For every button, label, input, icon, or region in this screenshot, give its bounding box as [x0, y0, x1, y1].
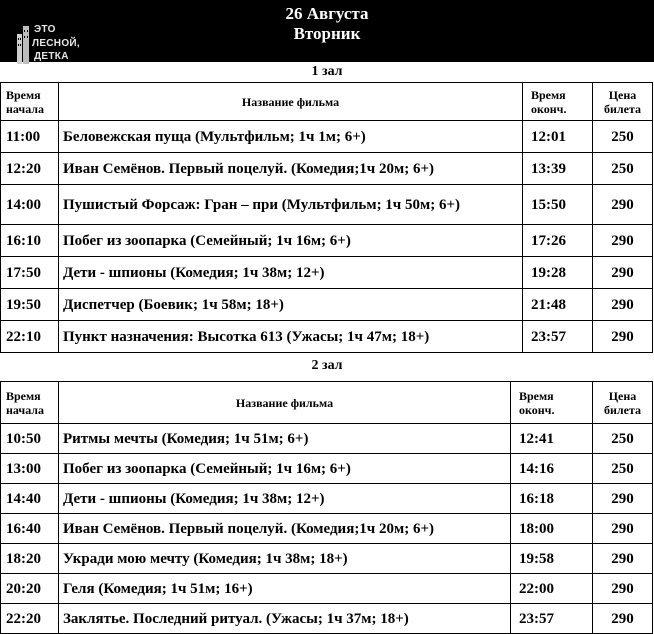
table-row [1, 454, 653, 484]
cinema-logo [16, 22, 80, 64]
table-row [1, 225, 653, 257]
hall-1-header-row [1, 83, 653, 121]
session-end: 19:58 [511, 544, 593, 574]
session-start: 14:40 [1, 484, 59, 514]
session-title: Диспетчер (Боевик; 1ч 58м; 18+) [59, 289, 523, 321]
table-row [1, 321, 653, 353]
session-price: 250 [593, 153, 653, 185]
table-row [1, 484, 653, 514]
schedule-weekday: Вторник [293, 24, 361, 43]
session-end: 13:39 [523, 153, 593, 185]
session-price: 250 [593, 454, 653, 484]
col-price-header: Цена билета [593, 83, 653, 121]
session-end: 19:28 [523, 257, 593, 289]
col-end-header: Время оконч. [523, 83, 593, 121]
table-row [1, 424, 653, 454]
table-row [1, 544, 653, 574]
session-start: 22:10 [1, 321, 59, 353]
session-price: 290 [593, 257, 653, 289]
session-price: 250 [593, 121, 653, 153]
hall-2-title: 2 зал [311, 358, 343, 373]
session-end: 23:57 [511, 604, 593, 634]
col-start-header: Время начала [1, 382, 59, 424]
session-title: Ритмы мечты (Комедия; 1ч 51м; 6+) [59, 424, 511, 454]
session-end: 21:48 [523, 289, 593, 321]
hall-2-table [0, 381, 653, 634]
hall-2-header-row [1, 382, 653, 424]
col-price-header: Цена билета [593, 382, 653, 424]
hall-1-table [0, 82, 653, 353]
session-price: 250 [593, 424, 653, 454]
session-end: 23:57 [523, 321, 593, 353]
session-title: Пункт назначения: Высотка 613 (Ужасы; 1ч 47м; 18+) [59, 321, 523, 353]
session-price: 290 [593, 321, 653, 353]
col-title-header: Название фильма [59, 83, 523, 121]
logo-text-3: ДЕТКА [34, 51, 69, 62]
session-price: 290 [593, 544, 653, 574]
session-end: 22:00 [511, 574, 593, 604]
logo-text-2: ЛЕСНОЙ, [32, 38, 80, 49]
table-row [1, 121, 653, 153]
session-start: 22:20 [1, 604, 59, 634]
hall-1-title: 1 зал [311, 64, 343, 79]
table-row [1, 185, 653, 225]
table-row [1, 604, 653, 634]
session-title: Побег из зоопарка (Семейный; 1ч 16м; 6+) [59, 454, 511, 484]
session-title: Беловежская пуща (Мультфильм; 1ч 1м; 6+) [59, 121, 523, 153]
session-title: Иван Семёнов. Первый поцелуй. (Комедия;1ч 20м; 6+) [59, 153, 523, 185]
session-end: 12:01 [523, 121, 593, 153]
session-end: 18:00 [511, 514, 593, 544]
schedule-header [0, 0, 654, 62]
session-start: 17:50 [1, 257, 59, 289]
session-title: Иван Семёнов. Первый поцелуй. (Комедия;1ч 20м; 6+) [59, 514, 511, 544]
session-start: 19:50 [1, 289, 59, 321]
logo-text-1: ЭТО [34, 24, 56, 35]
session-price: 290 [593, 185, 653, 225]
session-start: 18:20 [1, 544, 59, 574]
table-row [1, 257, 653, 289]
session-title: Укради мою мечту (Комедия; 1ч 38м; 18+) [59, 544, 511, 574]
col-title-header: Название фильма [59, 382, 511, 424]
session-title: Дети - шпионы (Комедия; 1ч 38м; 12+) [59, 257, 523, 289]
session-start: 10:50 [1, 424, 59, 454]
schedule-date: 26 Августа [285, 4, 369, 23]
session-price: 290 [593, 225, 653, 257]
session-start: 16:10 [1, 225, 59, 257]
session-end: 15:50 [523, 185, 593, 225]
col-start-header: Время начала [1, 83, 59, 121]
table-row [1, 514, 653, 544]
session-start: 14:00 [1, 185, 59, 225]
session-price: 290 [593, 484, 653, 514]
session-price: 290 [593, 574, 653, 604]
session-end: 12:41 [511, 424, 593, 454]
building-icon [16, 24, 30, 64]
session-price: 290 [593, 604, 653, 634]
session-price: 290 [593, 514, 653, 544]
session-end: 17:26 [523, 225, 593, 257]
session-title: Геля (Комедия; 1ч 51м; 16+) [59, 574, 511, 604]
col-end-header: Время оконч. [511, 382, 593, 424]
session-start: 20:20 [1, 574, 59, 604]
session-title: Пушистый Форсаж: Гран – при (Мультфильм; 1ч 50м; 6+) [59, 185, 523, 225]
session-start: 16:40 [1, 514, 59, 544]
session-price: 290 [593, 289, 653, 321]
session-start: 12:20 [1, 153, 59, 185]
session-start: 13:00 [1, 454, 59, 484]
session-start: 11:00 [1, 121, 59, 153]
session-end: 14:16 [511, 454, 593, 484]
session-end: 16:18 [511, 484, 593, 514]
session-title: Побег из зоопарка (Семейный; 1ч 16м; 6+) [59, 225, 523, 257]
session-title: Заклятье. Последний ритуал. (Ужасы; 1ч 37м; 18+) [59, 604, 511, 634]
table-row [1, 289, 653, 321]
table-row [1, 574, 653, 604]
table-row [1, 153, 653, 185]
session-title: Дети - шпионы (Комедия; 1ч 38м; 12+) [59, 484, 511, 514]
